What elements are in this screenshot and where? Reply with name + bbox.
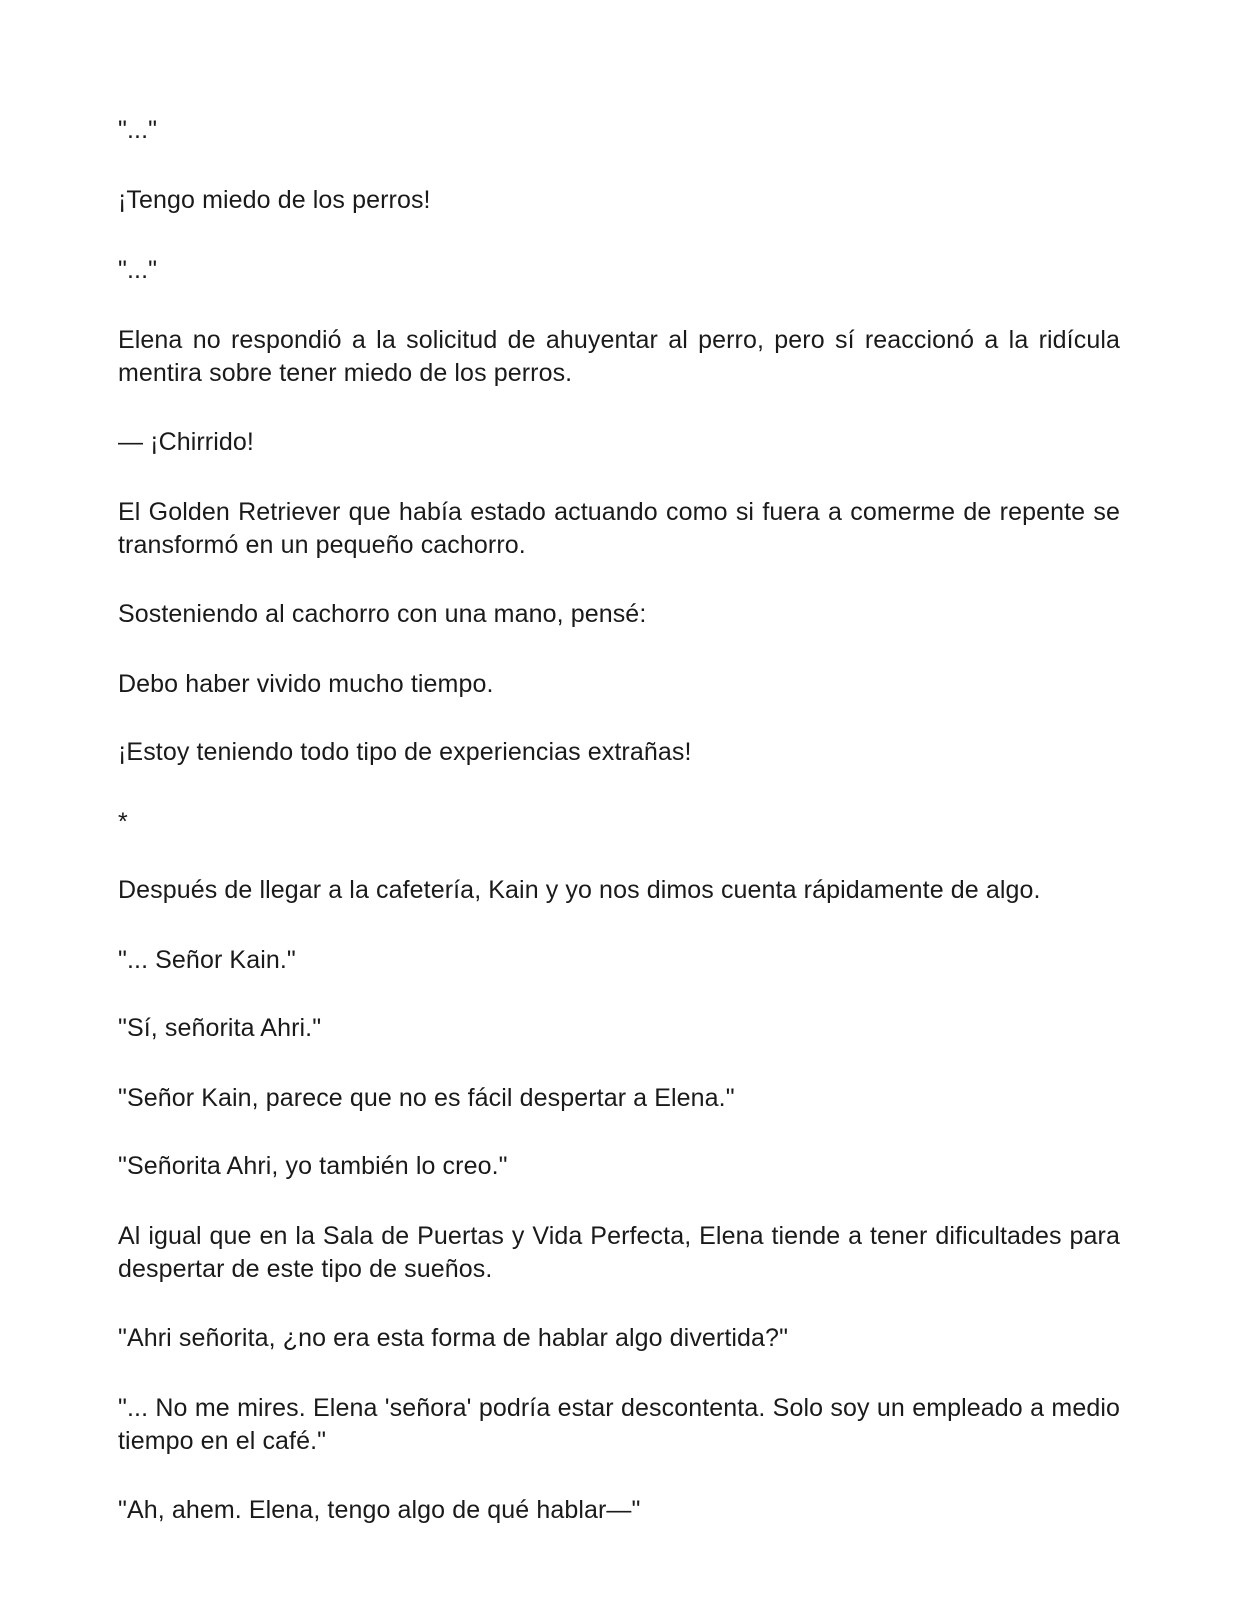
paragraph-holding-puppy: Sosteniendo al cachorro con una mano, pensé: bbox=[118, 600, 647, 628]
section-separator: * bbox=[118, 808, 128, 836]
paragraph-strange-experiences: ¡Estoy teniendo todo tipo de experiencias extrañas! bbox=[118, 738, 692, 766]
paragraph-ellipsis-1: "..." bbox=[118, 116, 158, 144]
paragraph-arriving-cafe: Después de llegar a la cafetería, Kain y yo nos dimos cuenta rápidamente de algo. bbox=[118, 876, 1041, 904]
paragraph-fear-of-dogs: ¡Tengo miedo de los perros! bbox=[118, 186, 431, 214]
paragraph-not-easy-wake: "Señor Kain, parece que no es fácil despertar a Elena." bbox=[118, 1084, 735, 1112]
paragraph-chirrido: — ¡Chirrido! bbox=[118, 428, 254, 456]
paragraph-no-me-mires: "... No me mires. Elena 'señora' podría estar descontenta. Solo soy un empleado a medio tiempo en el café." bbox=[118, 1394, 1120, 1455]
paragraph-ah-ahem: "Ah, ahem. Elena, tengo algo de qué hablar—" bbox=[118, 1496, 641, 1524]
paragraph-yo-tambien: "Señorita Ahri, yo también lo creo." bbox=[118, 1152, 508, 1180]
paragraph-elena-reaction: Elena no respondió a la solicitud de ahuyentar al perro, pero sí reaccionó a la ridícula mentira sobre tener miedo de los perros. bbox=[118, 326, 1120, 387]
paragraph-senor-kain: "... Señor Kain." bbox=[118, 946, 296, 974]
paragraph-golden-retriever: El Golden Retriever que había estado actuando como si fuera a comerme de repente se transformó en un pequeño cachorro. bbox=[118, 498, 1120, 559]
paragraph-si-senorita: "Sí, señorita Ahri." bbox=[118, 1014, 322, 1042]
paragraph-lived-long: Debo haber vivido mucho tiempo. bbox=[118, 670, 494, 698]
paragraph-ellipsis-2: "..." bbox=[118, 256, 158, 284]
paragraph-forma-de-hablar: "Ahri señorita, ¿no era esta forma de hablar algo divertida?" bbox=[118, 1324, 789, 1352]
paragraph-sala-de-puertas: Al igual que en la Sala de Puertas y Vida Perfecta, Elena tiende a tener dificultades para despertar de este tipo de sueños. bbox=[118, 1222, 1120, 1283]
